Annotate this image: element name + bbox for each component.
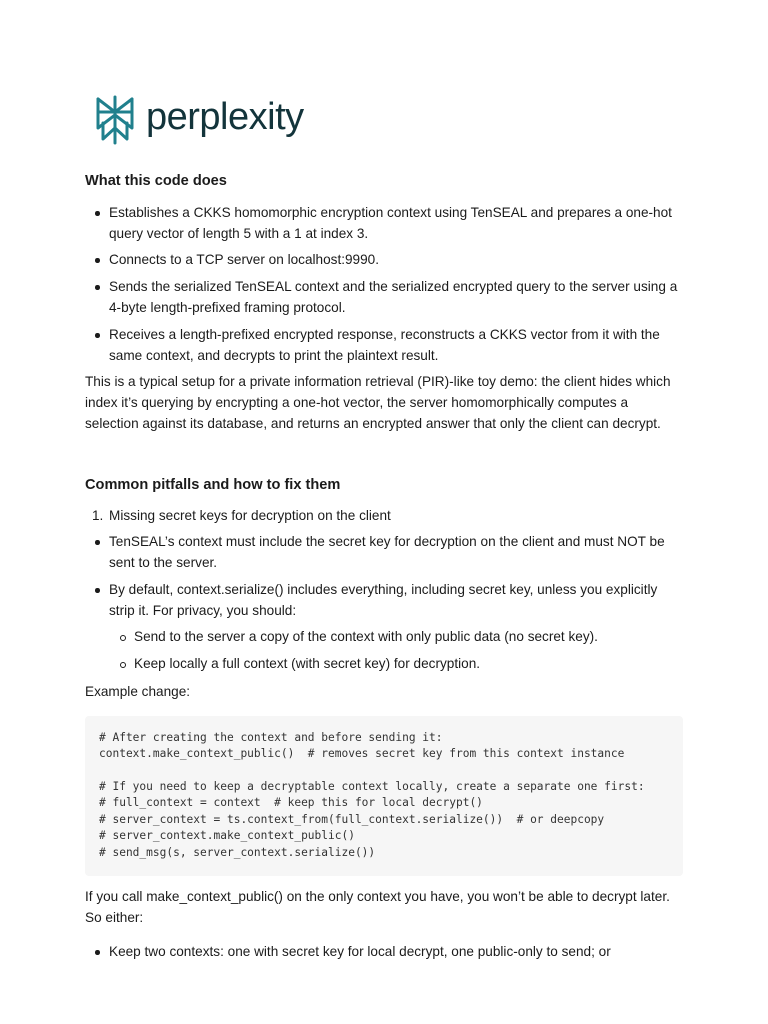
sub-list-item: Keep locally a full context (with secret key) for decryption.: [134, 654, 684, 675]
list-item: Keep two contexts: one with secret key for local decrypt, one public-only to send; or: [109, 942, 685, 963]
code-line: # full_context = context # keep this for local decrypt(): [99, 796, 483, 809]
list-item: Receives a length-prefixed encrypted response, reconstructs a CKKS vector from it with the same context, and decrypts to print the plaintext result.: [109, 325, 685, 366]
ring-bullet-icon: [120, 662, 126, 668]
bullet-icon: [95, 588, 100, 593]
code-line: # If you need to keep a decryptable context locally, create a separate one first:: [99, 780, 645, 793]
list-item: By default, context.serialize() includes everything, including secret key, unless you explicitly strip it. For privacy, you should:: [109, 580, 685, 621]
ring-bullet-icon: [120, 635, 126, 641]
list-item: Establishes a CKKS homomorphic encryption context using TenSEAL and prepares a one-hot query vector of length 5 with a 1 at index 3.: [109, 203, 685, 244]
example-label: Example change:: [85, 684, 191, 699]
code-block[interactable]: [85, 716, 683, 876]
bullet-icon: [95, 285, 100, 290]
bullet-icon: [95, 540, 100, 545]
code-line: # server_context.make_context_public(): [99, 829, 355, 842]
list-item: TenSEAL’s context must include the secret key for decryption on the client and must NOT be sent to the server.: [109, 532, 685, 573]
bullet-icon: [95, 258, 100, 263]
bullet-icon: [95, 211, 100, 216]
numbered-item: 1. Missing secret keys for decryption on the client: [109, 506, 685, 527]
list-number: 1.: [92, 508, 104, 523]
section-heading-pitfalls: Common pitfalls and how to fix them: [85, 477, 341, 493]
code-line: context.make_context_public() # removes secret key from this context instance: [99, 747, 625, 760]
code-line: # After creating the context and before sending it:: [99, 731, 443, 744]
after-code-paragraph: If you call make_context_public() on the only context you have, you won’t be able to decrypt later. So either:: [85, 889, 670, 925]
sub-list-item: Send to the server a copy of the context with only public data (no secret key).: [134, 627, 684, 648]
perplexity-logo-icon: [94, 95, 136, 145]
list-item: Connects to a TCP server on localhost:9990.: [109, 250, 685, 271]
code-line: # server_context = ts.context_from(full_context.serialize()) # or deepcopy: [99, 813, 605, 826]
code-line: # send_msg(s, server_context.serialize()): [99, 846, 376, 859]
bullet-icon: [95, 333, 100, 338]
summary-paragraph: This is a typical setup for a private information retrieval (PIR)-like toy demo: the client hides which index it’s querying by encrypting a one-hot vector, the server homomorphically computes a selection against its database, and returns an encrypted answer that only the client can decrypt.: [85, 374, 671, 431]
list-item: Sends the serialized TenSEAL context and the serialized encrypted query to the server using a 4-byte length-prefixed framing protocol.: [109, 277, 685, 318]
brand-wordmark: perplexity: [146, 96, 304, 138]
bullet-icon: [95, 950, 100, 955]
section-heading-what: What this code does: [85, 173, 227, 189]
perplexity-logo: [94, 95, 304, 145]
